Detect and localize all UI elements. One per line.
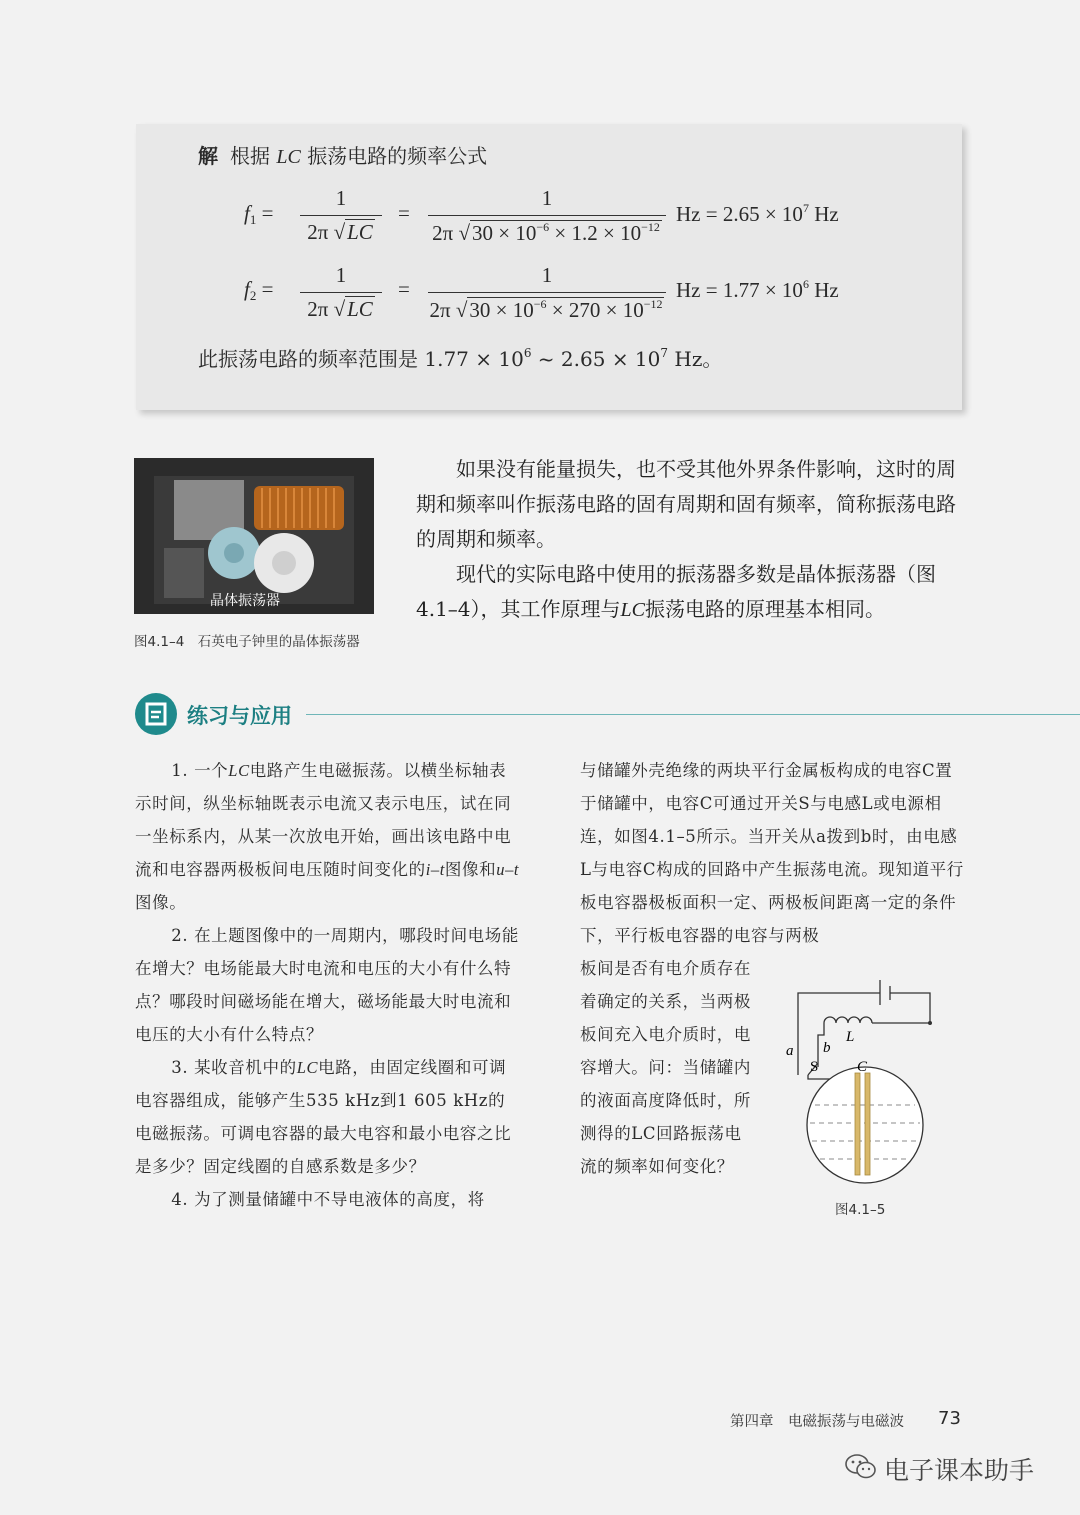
- label-S: S: [810, 1059, 819, 1075]
- exercise-1: 1. 一个LC电路产生电磁振荡。以横坐标轴表示时间，纵坐标轴既表示电流又表示电压，试在同一坐标系内，从某一次放电开始，画出该电路中电流和电容器两极板间电压随时间变化的i–t图像和u–t图像。: [135, 761, 520, 912]
- photo-label: 晶体振荡器: [210, 593, 280, 609]
- solution-heading: 解 根据 LC 振荡电路的频率公式: [198, 144, 488, 168]
- label-C: C: [857, 1059, 868, 1075]
- exercise-3: 3. 某收音机中的LC电路，由固定线圈和可调电容器组成，能够产生535 kHz到1 605 kHz的电磁振荡。可调电容器的最大电容和最小电容之比是多少？固定线圈的自感系数是多少？: [135, 1058, 512, 1176]
- section-title: 练习与应用: [187, 704, 292, 728]
- f1-result: $Hz = 2.65 \times 10^7$ Hz: [676, 201, 839, 226]
- page-number: 73: [938, 1408, 961, 1429]
- f2-lhs: f2 =: [244, 277, 274, 303]
- watermark-text: 电子课本助手: [884, 1456, 1035, 1485]
- solution-label: 解: [198, 144, 218, 168]
- exercises-left-column: [135, 754, 520, 1216]
- f2-result: $Hz = 1.77 \times 10^6$ Hz: [676, 277, 839, 302]
- f2-fraction-general: 1 2π √LC: [300, 263, 382, 322]
- exercise-2: 2. 在上题图像中的一周期内，哪段时间电场能在增大？电场能最大时电流和电压的大小有什么特点？哪段时间磁场能在增大，磁场能最大时电流和电压的大小有什么特点？: [135, 926, 519, 1044]
- figure-caption-4-1-4: 图4.1–4 石英电子钟里的晶体振荡器: [134, 634, 360, 650]
- wechat-icon: [844, 1452, 878, 1482]
- frequency-range: 此振荡电路的频率范围是 $1.77 \times 10^6$ ~ $2.65 \times 10^7$ Hz。: [198, 346, 723, 371]
- paragraph-crystal-oscillator: 现代的实际电路中使用的振荡器多数是晶体振荡器（图4.1–4），其工作原理与LC振荡电路的原理基本相同。: [416, 562, 936, 621]
- body-text: [416, 452, 964, 628]
- f1-lhs: f1 =: [244, 201, 274, 227]
- exercise-4-start: 4. 为了测量储罐中不导电液体的高度，将: [171, 1190, 485, 1209]
- figure-4-1-5-circuit: [780, 975, 960, 1195]
- exercise-icon: [135, 693, 177, 735]
- figure-caption-4-1-5: 图4.1–5: [835, 1202, 886, 1218]
- exercise-4-continued: 与储罐外壳绝缘的两块平行金属板构成的电容C置于储罐中，电容C可通过开关S与电感L或电源相连，如图4.1–5所示。当开关从a拨到b时，由电感L与电容C构成的回路中产生振荡电流。现知道平行板电容器极板面积一定、两极板间距离一定的条件下，平行板电容器的电容与两极: [580, 761, 964, 945]
- label-b: b: [823, 1040, 831, 1056]
- section-rule: [306, 714, 1080, 715]
- exercise-4-question: 板间是否有电介质存在着确定的关系，当两极板间充入电介质时，电容增大。问：当储罐内的液面高度降低时，所测得的LC回路振荡电流的频率如何变化？: [580, 959, 751, 1176]
- f1-fraction-numeric: 1 2π $√30 \times 10^{-6} \times 1.2 \times 10^{-12}$: [428, 186, 666, 246]
- label-L: L: [846, 1029, 855, 1045]
- f1-fraction-general: 1 2π √LC: [300, 186, 382, 245]
- chapter-footer: 第四章 电磁振荡与电磁波: [730, 1414, 904, 1430]
- paragraph-natural-frequency: 如果没有能量损失，也不受其他外界条件影响，这时的周期和频率叫作振荡电路的固有周期和固有频率，简称振荡电路的周期和频率。: [416, 457, 956, 551]
- f2-fraction-numeric: 1 2π $√30 \times 10^{-6} \times 270 \times 10^{-12}$: [428, 263, 666, 323]
- label-a: a: [786, 1043, 794, 1059]
